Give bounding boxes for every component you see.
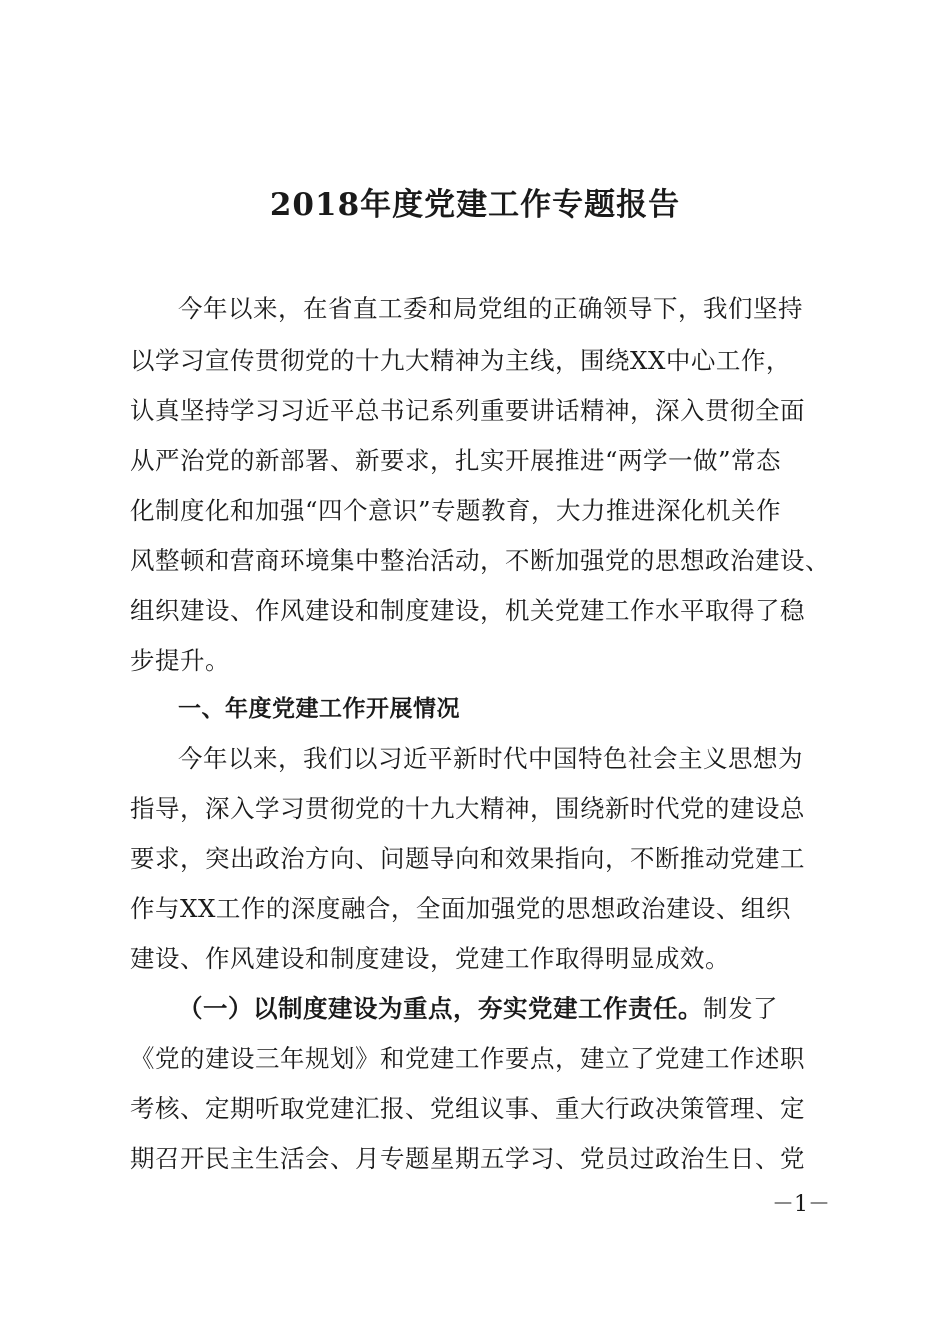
paragraph-line: 期召开民主生活会、月专题星期五学习、党员过政治生日、党 [130,1144,805,1173]
subsection-line-rest: 制发了 [703,994,778,1023]
subsection-heading: （一）以制度建设为重点，夯实党建工作责任。 [178,994,703,1023]
paragraph-line: 步提升。 [130,646,230,675]
page-number: －1－ [772,1192,830,1217]
paragraph-line: 要求，突出政治方向、问题导向和效果指向，不断推动党建工 [130,844,805,873]
paragraph-line: 考核、定期听取党建汇报、党组议事、重大行政决策管理、定 [130,1094,805,1123]
paragraph-line: 今年以来，我们以习近平新时代中国特色社会主义思想为 [178,744,803,773]
paragraph-line: 组织建设、作风建设和制度建设，机关党建工作水平取得了稳 [130,596,805,625]
paragraph-line: 风整顿和营商环境集中整治活动，不断加强党的思想政治建设、 [130,546,830,575]
paragraph-line: 作与XX工作的深度融合，全面加强党的思想政治建设、组织 [130,894,791,923]
paragraph-line: 化制度化和加强“四个意识”专题教育，大力推进深化机关作 [130,496,782,525]
paragraph-line: 指导，深入学习贯彻党的十九大精神，围绕新时代党的建设总 [130,794,805,823]
paragraph-line: 建设、作风建设和制度建设，党建工作取得明显成效。 [130,944,730,973]
paragraph-line: 从严治党的新部署、新要求，扎实开展推进“两学一做”常态 [130,446,782,475]
paragraph-line: 认真坚持学习习近平总书记系列重要讲话精神，深入贯彻全面 [130,396,805,425]
section-heading: 一、年度党建工作开展情况 [178,696,460,722]
paragraph-line: 《党的建设三年规划》和党建工作要点，建立了党建工作述职 [130,1044,805,1073]
document-title: 2018年度党建工作专题报告 [269,187,681,223]
subsection-first-line [178,991,830,1027]
paragraph-line: 今年以来，在省直工委和局党组的正确领导下，我们坚持 [178,294,803,323]
paragraph-line: 以学习宣传贯彻党的十九大精神为主线，围绕XX中心工作， [130,346,791,375]
